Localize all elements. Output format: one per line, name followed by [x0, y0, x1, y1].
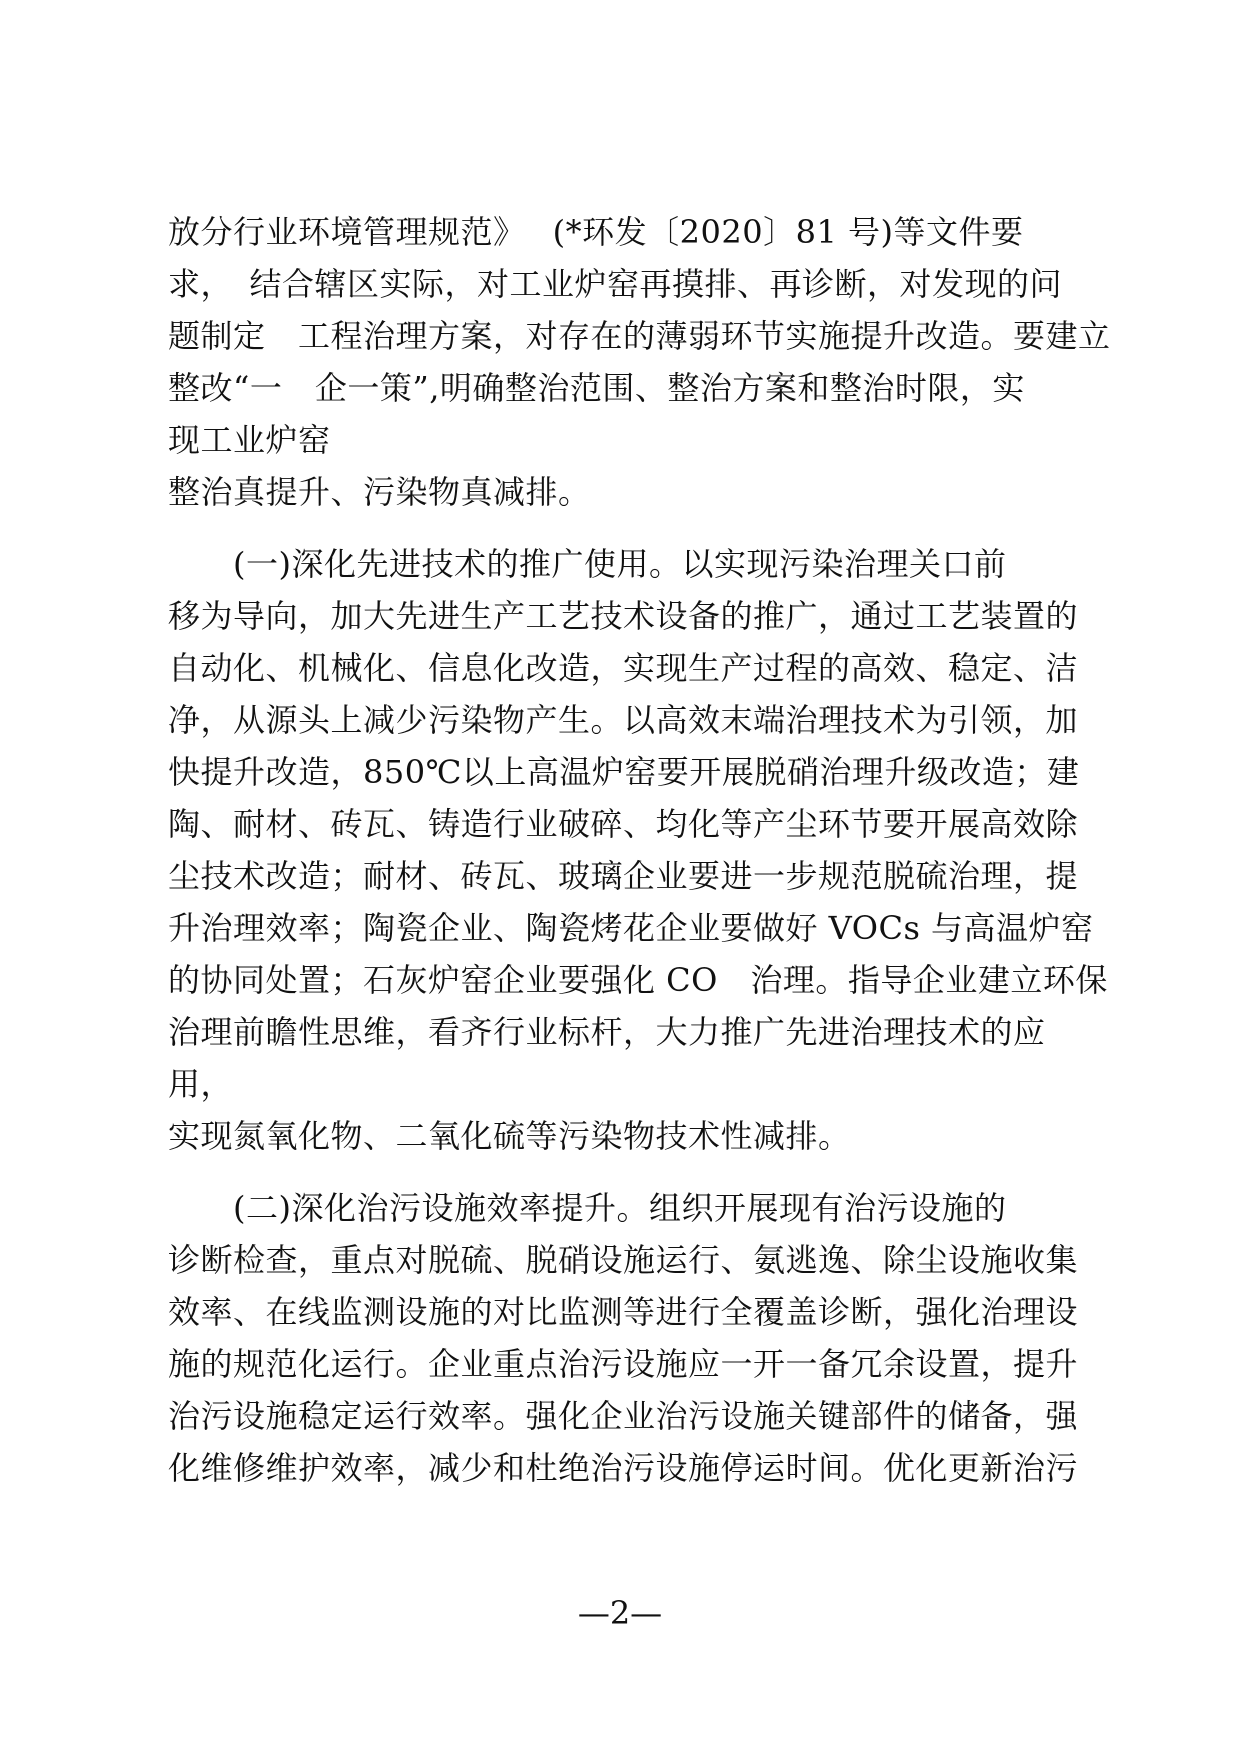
- text-line: 治理前瞻性思维，看齐行业标杆，大力推广先进治理技术的应: [168, 1013, 1046, 1051]
- text-line: (一)深化先进技术的推广使用。以实现污染治理关口前: [168, 545, 1007, 583]
- text-line: 施的规范化运行。企业重点治污设施应一开一备冗余设置，提升: [168, 1345, 1079, 1383]
- text-line: 尘技术改造；耐材、砖瓦、玻璃企业要进一步规范脱硫治理，提: [168, 857, 1079, 895]
- text-line: 净，从源头上减少污染物产生。以高效末端治理技术为引领，加: [168, 701, 1079, 739]
- text-line: (二)深化治污设施效率提升。组织开展现有治污设施的: [168, 1189, 1007, 1227]
- text-line: 移为导向，加大先进生产工艺技术设备的推广，通过工艺装置的: [168, 597, 1079, 635]
- text-line: 放分行业环境管理规范》 (*环发〔2020〕81 号)等文件要: [168, 213, 1024, 251]
- text-line: 用，: [168, 1065, 234, 1103]
- text-line: 诊断检查，重点对脱硫、脱硝设施运行、氨逃逸、除尘设施收集: [168, 1241, 1079, 1279]
- text-line: 自动化、机械化、信息化改造，实现生产过程的高效、稳定、洁: [168, 649, 1079, 687]
- text-line: 求， 结合辖区实际，对工业炉窑再摸排、再诊断，对发现的问: [168, 265, 1063, 303]
- text-line: 实现氮氧化物、二氧化硫等污染物技术性减排。: [168, 1117, 851, 1155]
- text-line: 化维修维护效率，减少和杜绝治污设施停运时间。优化更新治污: [168, 1449, 1079, 1487]
- text-line: 整改“一 企一策”,明确整治范围、整治方案和整治时限，实: [168, 369, 1025, 407]
- text-line: 升治理效率；陶瓷企业、陶瓷烤花企业要做好 VOCs 与高温炉窑: [168, 909, 1094, 947]
- text-line: 整治真提升、污染物真减排。: [168, 473, 591, 511]
- text-line: 快提升改造，850℃以上高温炉窑要开展脱硝治理升级改造；建: [168, 753, 1080, 791]
- text-line: 题制定 工程治理方案，对存在的薄弱环节实施提升改造。要建立: [168, 317, 1111, 355]
- text-line: 陶、耐材、砖瓦、铸造行业破碎、均化等产尘环节要开展高效除: [168, 805, 1079, 843]
- text-line: 的协同处置；石灰炉窑企业要强化 CO 治理。指导企业建立环保: [168, 961, 1108, 999]
- page-number: —2—: [577, 1594, 663, 1632]
- text-line: 效率、在线监测设施的对比监测等进行全覆盖诊断，强化治理设: [168, 1293, 1079, 1331]
- text-line: 治污设施稳定运行效率。强化企业治污设施关键部件的储备，强: [168, 1397, 1079, 1435]
- text-line: 现工业炉窑: [168, 421, 331, 459]
